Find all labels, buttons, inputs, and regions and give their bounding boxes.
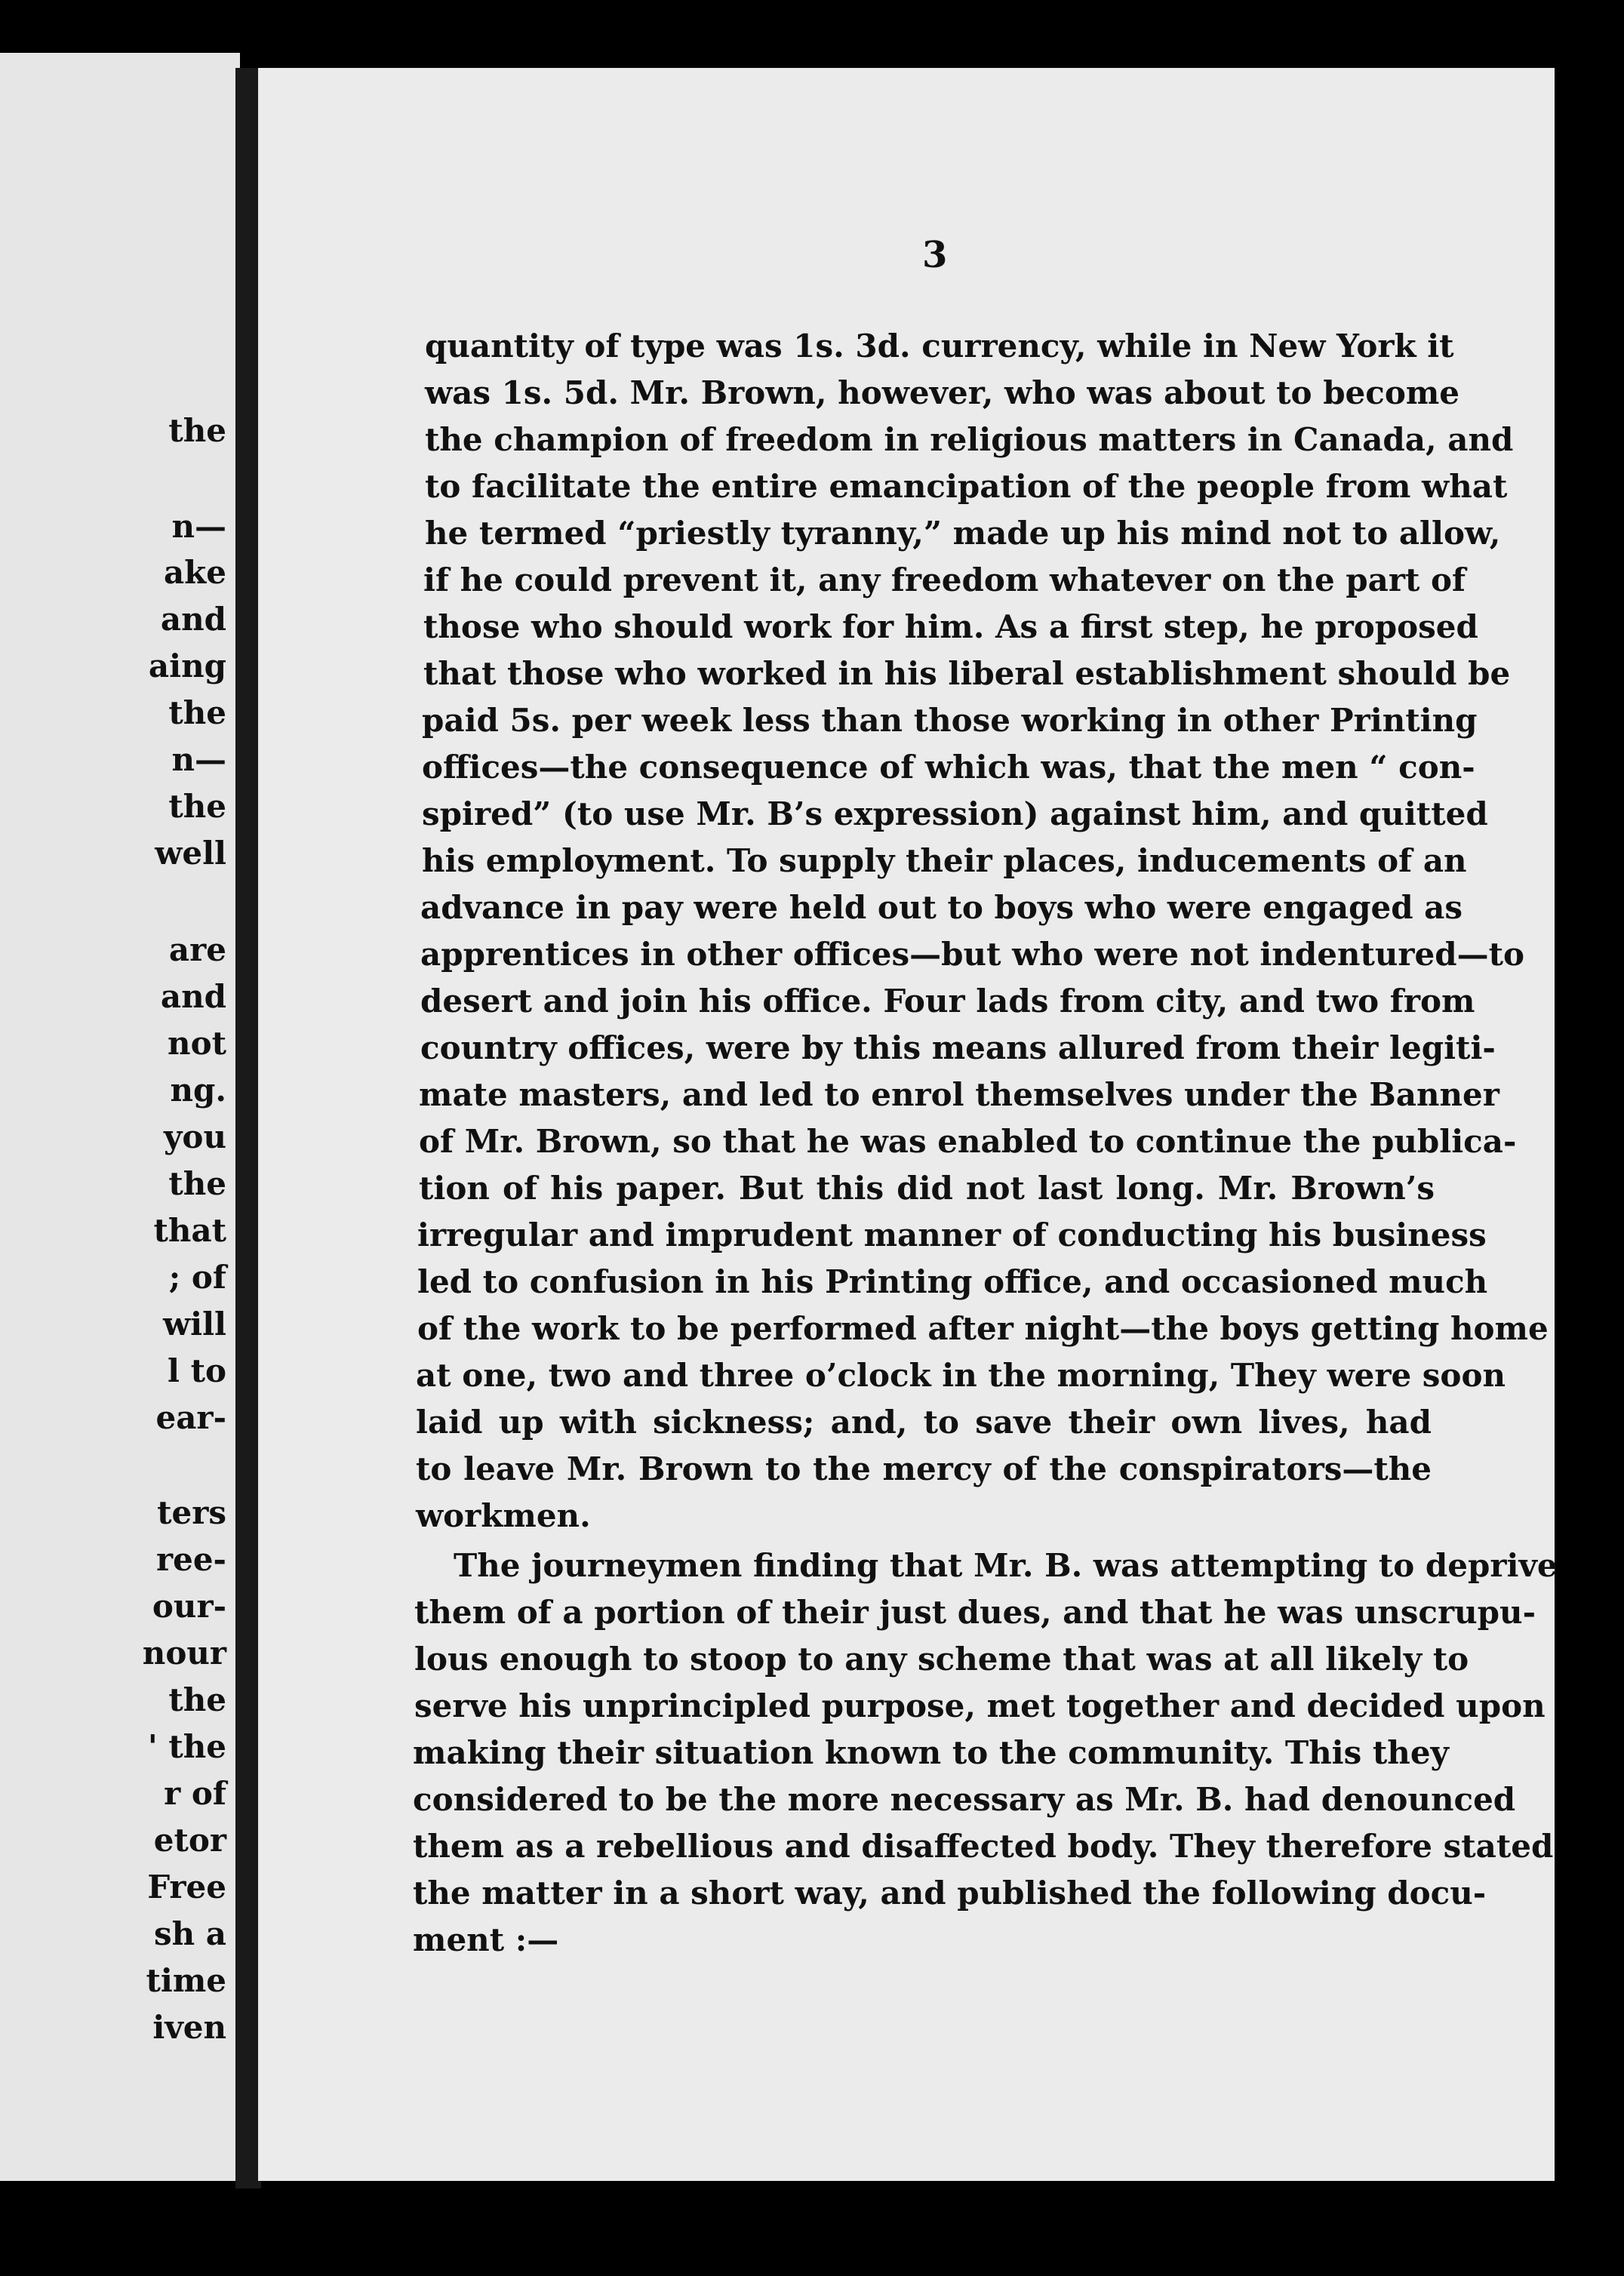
text-line: offices—the consequence of which was, that the men “ con- xyxy=(422,749,1475,786)
text-line: at one, two and three o’clock in the morning, They were soon xyxy=(416,1357,1506,1394)
left-page-fragment: aing xyxy=(148,647,226,684)
left-page-fragment: our- xyxy=(152,1588,226,1625)
left-page-fragment: ear- xyxy=(155,1399,226,1436)
left-page-fragment: will xyxy=(162,1306,226,1343)
text-line: to facilitate the entire emancipation of the people from what xyxy=(425,468,1508,505)
left-page-fragment: the xyxy=(168,694,226,731)
text-line: he termed “priestly tyranny,” made up his mind not to allow, xyxy=(425,515,1501,552)
left-page-fragment: and xyxy=(160,978,226,1015)
left-page-fragment: the xyxy=(168,788,226,825)
left-page-fragment: iven xyxy=(152,2009,226,2046)
text-line: serve his unprincipled purpose, met together and decided upon xyxy=(414,1687,1546,1724)
text-line: paid 5s. per week less than those working in other Printing xyxy=(422,702,1478,739)
left-page-fragment: nour xyxy=(142,1635,226,1672)
left-page-fragment: etor xyxy=(153,1822,226,1859)
left-page-fragment: are xyxy=(168,931,226,968)
text-line: irregular and imprudent manner of conducting his business xyxy=(417,1216,1487,1253)
text-line: advance in pay were held out to boys who were engaged as xyxy=(420,889,1463,926)
text-line: those who should work for him. As a first step, he proposed xyxy=(423,608,1478,645)
left-page-fragment: ake xyxy=(163,554,226,591)
text-line: led to confusion in his Printing office, and occasioned much xyxy=(417,1263,1488,1300)
text-line: that those who worked in his liberal establishment should be xyxy=(423,655,1511,692)
left-page-fragment: ; of xyxy=(168,1259,226,1296)
left-page-fragment: ters xyxy=(157,1494,226,1531)
left-page-fragment: and xyxy=(160,601,226,638)
left-page-fragment: r of xyxy=(164,1775,226,1812)
text-line: if he could prevent it, any freedom whatever on the part of xyxy=(423,561,1466,598)
text-line: considered to be the more necessary as Mr. B. had denounced xyxy=(413,1781,1516,1818)
text-line: desert and join his office. Four lads from city, and two from xyxy=(420,983,1475,1020)
left-page-fragment: ree- xyxy=(155,1541,226,1578)
left-page-fragment: well xyxy=(155,835,226,872)
text-line: to leave Mr. Brown to the mercy of the conspirators—the xyxy=(416,1450,1432,1487)
left-page-fragment: time xyxy=(146,1962,226,1999)
text-line: quantity of type was 1s. 3d. currency, while in New York it xyxy=(425,328,1454,364)
left-page-fragment: n— xyxy=(171,508,226,545)
text-line: of Mr. Brown, so that he was enabled to continue the publica- xyxy=(419,1123,1517,1160)
left-page-fragment: n— xyxy=(171,741,226,778)
left-page-fragment: you xyxy=(164,1118,226,1155)
left-page-fragment: ' the xyxy=(147,1728,226,1765)
text-line: lous enough to stoop to any scheme that was at all likely to xyxy=(414,1641,1469,1678)
left-page-fragment: not xyxy=(168,1025,226,1062)
text-line: apprentices in other offices—but who were not indentured—to xyxy=(420,936,1525,973)
text-line: them as a rebellious and disaffected body. They therefore stated xyxy=(413,1828,1554,1865)
left-page-fragment: Free xyxy=(147,1868,226,1905)
left-page-fragment: the xyxy=(168,1165,226,1202)
text-line: spired” (to use Mr. B’s expression) against him, and quitted xyxy=(422,795,1488,832)
left-page-fragment: ng. xyxy=(170,1072,226,1109)
text-line: The journeymen finding that Mr. B. was attempting to deprive xyxy=(454,1547,1558,1584)
text-line: ment :— xyxy=(413,1921,559,1958)
text-line: country offices, were by this means allured from their legiti- xyxy=(420,1029,1496,1066)
facing-page-left xyxy=(0,53,240,2181)
text-line: his employment. To supply their places, inducements of an xyxy=(422,842,1467,879)
text-line: was 1s. 5d. Mr. Brown, however, who was about to become xyxy=(425,374,1460,411)
book-gutter xyxy=(235,68,261,2188)
text-line: the champion of freedom in religious matters in Canada, and xyxy=(425,421,1514,458)
left-page-fragment: l to xyxy=(168,1352,226,1389)
text-line: making their situation known to the community. This they xyxy=(413,1734,1449,1771)
left-page-fragment: the xyxy=(168,412,226,449)
text-line: them of a portion of their just dues, and that he was unscrupu- xyxy=(414,1594,1536,1631)
text-line: the matter in a short way, and published the following docu- xyxy=(413,1875,1487,1912)
text-line: workmen. xyxy=(416,1497,591,1534)
text-line: of the work to be performed after night—the boys getting home xyxy=(417,1310,1549,1347)
left-page-fragment: sh a xyxy=(153,1915,226,1952)
text-line: mate masters, and led to enrol themselves under the Banner xyxy=(419,1076,1499,1113)
text-line: tion of his paper. But this did not last long. Mr. Brown’s xyxy=(419,1170,1435,1207)
left-page-fragment: the xyxy=(168,1681,226,1718)
page-number: 3 xyxy=(922,234,948,276)
text-line: laid up with sickness; and, to save their own lives, had xyxy=(416,1404,1432,1441)
left-page-fragment: that xyxy=(153,1212,226,1249)
